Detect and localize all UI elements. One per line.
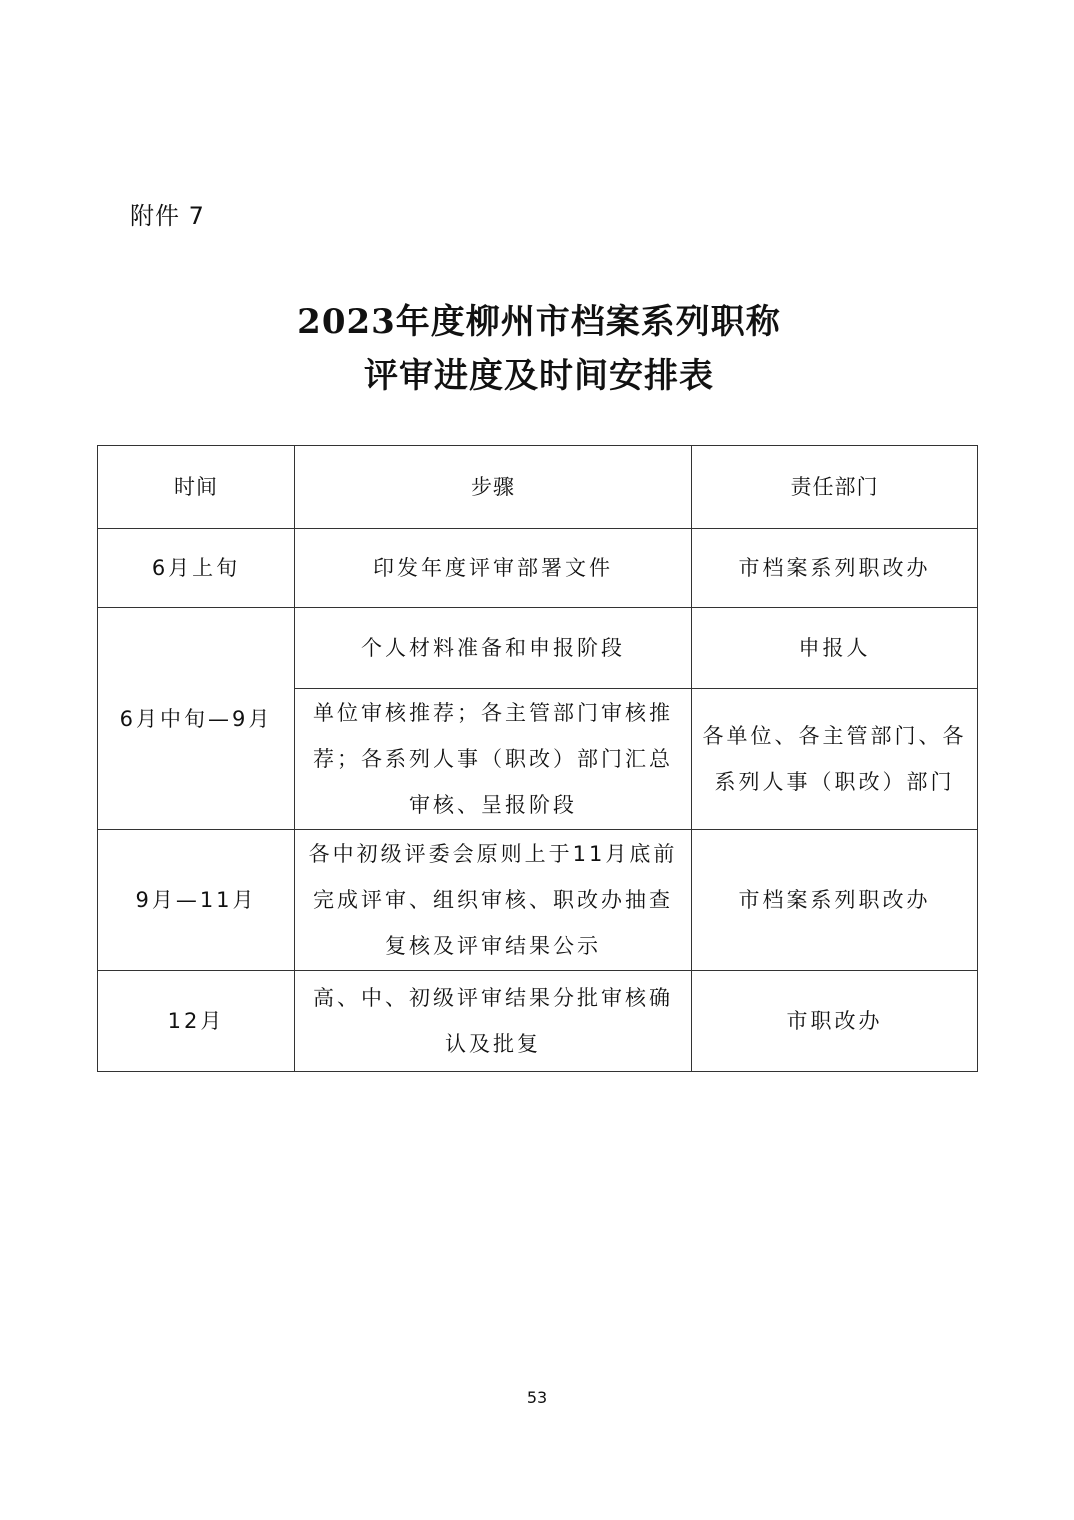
table-row	[98, 529, 978, 608]
cell-step: 高、中、初级评审结果分批审核确认及批复	[295, 971, 692, 1072]
table-row	[98, 830, 978, 971]
header-step: 步骤	[295, 446, 692, 529]
cell-time: 12月	[98, 971, 295, 1072]
cell-dept: 市职改办	[692, 971, 978, 1072]
cell-step: 印发年度评审部署文件	[295, 529, 692, 608]
schedule-table	[97, 445, 978, 1072]
cell-time: 6月上旬	[98, 529, 295, 608]
cell-dept: 各单位、各主管部门、各系列人事（职改）部门	[692, 689, 978, 830]
header-time: 时间	[98, 446, 295, 529]
cell-dept: 市档案系列职改办	[692, 529, 978, 608]
table-header-row	[98, 446, 978, 529]
cell-dept: 申报人	[692, 608, 978, 689]
document-title-line-2: 评审进度及时间安排表	[364, 356, 714, 396]
cell-time: 9月—11月	[98, 830, 295, 971]
cell-step: 个人材料准备和申报阶段	[295, 608, 692, 689]
cell-step: 单位审核推荐；各主管部门审核推荐；各系列人事（职改）部门汇总审核、呈报阶段	[295, 689, 692, 830]
table-row	[98, 971, 978, 1072]
cell-dept: 市档案系列职改办	[692, 830, 978, 971]
attachment-label: 附件 7	[130, 202, 205, 230]
document-title-line-1: 2023年度柳州市档案系列职称	[297, 302, 781, 342]
table-row	[98, 608, 978, 689]
page-number: 53	[526, 1388, 548, 1407]
header-dept: 责任部门	[692, 446, 978, 529]
cell-step: 各中初级评委会原则上于11月底前完成评审、组织审核、职改办抽查复核及评审结果公示	[295, 830, 692, 971]
cell-time: 6月中旬—9月	[98, 608, 295, 830]
